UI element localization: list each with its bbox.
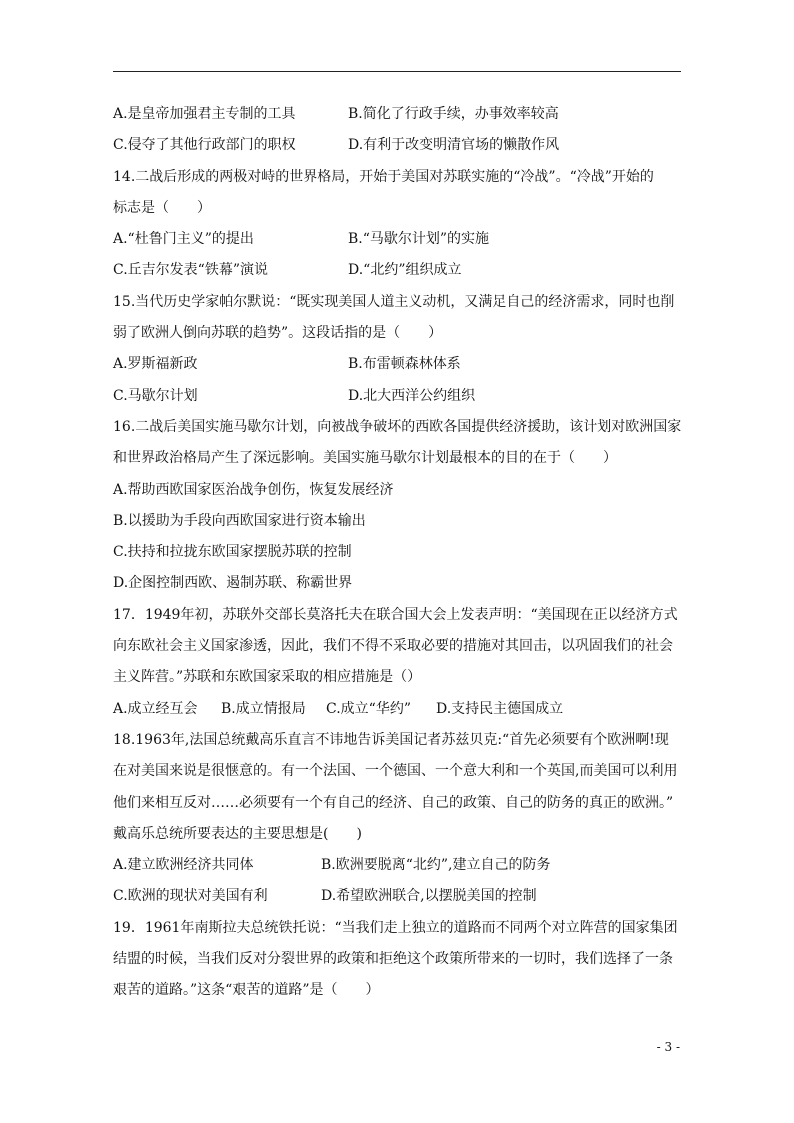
- q16-option-c: C.扶持和拉拢东欧国家摆脱苏联的控制: [113, 544, 352, 561]
- page-number: - 3 -: [656, 1040, 680, 1054]
- q13-option-a: A.是皇帝加强君主专制的工具: [113, 106, 296, 122]
- q17-option-a: A.成立经互会: [113, 700, 198, 717]
- q13-options-row-2: [113, 131, 685, 162]
- q15-options-row-2: [113, 382, 685, 413]
- q18-option-b: B.欧洲要脱离“北约”,建立自己的防务: [321, 857, 551, 874]
- q18-stem-line-3: 他们来相互反对……必须要有一个有自己的经济、自己的政策、自己的防务的真正的欧洲。”: [113, 794, 674, 811]
- q13-option-b: B.简化了行政手续，办事效率较高: [348, 106, 559, 122]
- q18-stem-line-2: 在对美国来说是很惬意的。有一个法国、一个德国、一个意大利和一个英国,而美国可以利用: [113, 763, 678, 780]
- q19-stem-line-3: 艰苦的道路。”这条“艰苦的道路”是（ ）: [113, 982, 380, 999]
- q19-stem-line-1: 19．1961年南斯拉夫总统铁托说：“当我们走上独立的道路而不同两个对立阵营的国家集团: [113, 919, 678, 936]
- q18-stem-line-4: 戴高乐总统所要表达的主要思想是( ): [113, 825, 362, 842]
- q14-options-row-1: [113, 225, 685, 256]
- q14-option-c: C.丘吉尔发表“铁幕”演说: [113, 262, 268, 279]
- q17-option-b: B.成立情报局: [221, 700, 306, 717]
- q16-stem-line-2: 和世界政治格局产生了深远影响。美国实施马歇尔计划最根本的目的在于（ ）: [113, 450, 617, 467]
- q18-stem-line-1: 18.1963年,法国总统戴高乐直言不讳地告诉美国记者苏兹贝克:“首先必须要有个欧洲啊!现: [113, 731, 669, 748]
- q15-options-row-1: [113, 350, 685, 381]
- q16-option-d: D.企图控制西欧、遏制苏联、称霸世界: [113, 575, 353, 592]
- q15-stem-line-1: 15.当代历史学家帕尔默说：“既实现美国人道主义动机，又满足自己的经济需求，同时也削: [113, 293, 675, 310]
- q13-options-row-1: [113, 100, 685, 131]
- q18-option-d: D.希望欧洲联合,以摆脱美国的控制: [321, 888, 537, 905]
- q15-option-c: C.马歇尔计划: [113, 387, 198, 404]
- q18-options-row-2: [113, 882, 685, 913]
- q15-option-d: D.北大西洋公约组织: [348, 387, 476, 404]
- q15-option-b: B.布雷顿森林体系: [348, 356, 461, 373]
- q14-options-row-2: [113, 256, 685, 287]
- q14-option-b: B.“马歇尔计划”的实施: [348, 231, 490, 248]
- q19-stem-line-2: 结盟的时候，当我们反对分裂世界的政策和拒绝这个政策所带来的一切时，我们选择了一条: [113, 951, 673, 968]
- q17-stem-line-2: 向东欧社会主义国家渗透，因此，我们不得不采取必要的措施对其回击，以巩固我们的社会: [113, 638, 673, 655]
- page-content: [113, 100, 685, 1008]
- q15-option-a: A.罗斯福新政: [113, 356, 198, 373]
- q17-option-d: D.支持民主德国成立: [436, 700, 564, 717]
- q18-options-row-1: [113, 851, 685, 882]
- q14-option-a: A.“杜鲁门主义”的提出: [113, 231, 254, 248]
- header-rule: [113, 71, 681, 72]
- q17-stem-line-3: 主义阵营。”苏联和东欧国家采取的相应措施是（）: [113, 669, 422, 686]
- q13-option-c: C.侵夺了其他行政部门的职权: [113, 137, 296, 154]
- q17-option-c: C.成立“华约”: [326, 700, 411, 717]
- q16-option-b: B.以援助为手段向西欧国家进行资本输出: [113, 512, 366, 529]
- q17-options-row: [113, 695, 685, 726]
- q14-stem-line-2: 标志是（ ）: [113, 199, 211, 216]
- q15-stem-line-2: 弱了欧洲人倒向苏联的趋势”。这段话指的是（ ）: [113, 325, 443, 342]
- q16-stem-line-1: 16.二战后美国实施马歇尔计划，向被战争破坏的西欧各国提供经济援助，该计划对欧洲国家: [113, 418, 682, 435]
- q18-option-c: C.欧洲的现状对美国有利: [113, 888, 268, 905]
- q18-option-a: A.建立欧洲经济共同体: [113, 857, 254, 874]
- q16-option-a: A.帮助西欧国家医治战争创伤，恢复发展经济: [113, 481, 394, 498]
- q14-stem-line-1: 14.二战后形成的两极对峙的世界格局，开始于美国对苏联实施的“冷战”。“冷战”开始的: [113, 168, 654, 185]
- q14-option-d: D.“北约”组织成立: [348, 262, 462, 279]
- q17-stem-line-1: 17．1949年初，苏联外交部长莫洛托夫在联合国大会上发表声明：“美国现在正以经济方式: [113, 606, 678, 623]
- q13-option-d: D.有利于改变明清官场的懒散作风: [348, 137, 560, 154]
